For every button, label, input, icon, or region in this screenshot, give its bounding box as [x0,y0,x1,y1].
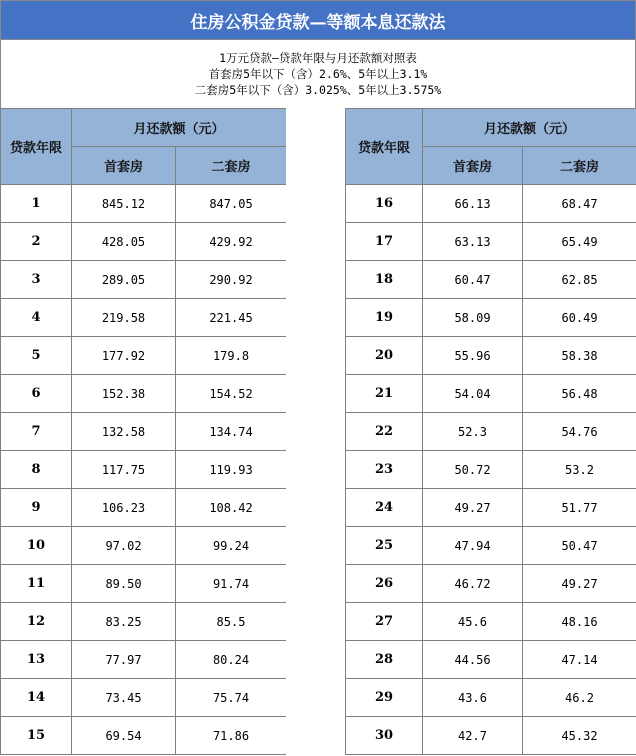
loan-year-cell: 18 [346,261,423,299]
second-home-cell: 179.8 [176,337,287,375]
first-home-cell: 55.96 [423,337,523,375]
first-home-cell: 152.38 [72,375,176,413]
second-home-cell: 47.14 [523,641,636,679]
loan-year-cell: 17 [346,223,423,261]
first-home-cell: 73.45 [72,679,176,717]
loan-year-cell: 8 [1,451,72,489]
second-home-cell: 49.27 [523,565,636,603]
table-row [1,489,287,527]
first-home-cell: 845.12 [72,185,176,223]
first-home-cell: 97.02 [72,527,176,565]
first-home-cell: 47.94 [423,527,523,565]
second-home-cell: 56.48 [523,375,636,413]
first-home-cell: 428.05 [72,223,176,261]
table-row [1,641,287,679]
loan-year-cell: 15 [1,717,72,755]
table-row [1,527,287,565]
first-home-cell: 54.04 [423,375,523,413]
first-home-cell: 106.23 [72,489,176,527]
first-home-cell: 117.75 [72,451,176,489]
second-home-cell: 65.49 [523,223,636,261]
table-row [1,679,287,717]
table-row [1,223,287,261]
loan-year-cell: 2 [1,223,72,261]
table-body-left [1,185,287,755]
second-home-cell: 847.05 [176,185,287,223]
loan-year-cell: 1 [1,185,72,223]
table-row [346,375,636,413]
loan-year-cell: 10 [1,527,72,565]
second-home-cell: 51.77 [523,489,636,527]
table-row [1,413,287,451]
loan-year-cell: 29 [346,679,423,717]
table-row [346,299,636,337]
header-second-home: 二套房 [523,147,636,185]
loan-year-cell: 5 [1,337,72,375]
first-home-cell: 42.7 [423,717,523,755]
second-home-cell: 68.47 [523,185,636,223]
table-subtitle [0,40,636,108]
loan-year-cell: 23 [346,451,423,489]
table-row [346,603,636,641]
loan-year-cell: 12 [1,603,72,641]
table-row [346,261,636,299]
subtitle-line: 首套房5年以下（含）2.6%、5年以上3.1% [208,67,428,81]
loan-year-cell: 30 [346,717,423,755]
first-home-cell: 132.58 [72,413,176,451]
loan-year-cell: 14 [1,679,72,717]
subtitle-line: 1万元贷款—贷款年限与月还款额对照表 [219,51,417,65]
first-home-cell: 50.72 [423,451,523,489]
table-row [1,185,287,223]
table-row [1,565,287,603]
table-row [1,261,287,299]
loan-year-cell: 19 [346,299,423,337]
table-row [1,375,287,413]
table-body-right [346,185,636,755]
table-gap [286,108,345,756]
first-home-cell: 177.92 [72,337,176,375]
repayment-table-left [0,108,287,755]
header-first-home: 首套房 [423,147,523,185]
second-home-cell: 99.24 [176,527,287,565]
table-row [346,565,636,603]
second-home-cell: 429.92 [176,223,287,261]
first-home-cell: 45.6 [423,603,523,641]
second-home-cell: 290.92 [176,261,287,299]
loan-year-cell: 26 [346,565,423,603]
second-home-cell: 46.2 [523,679,636,717]
table-row [1,603,287,641]
header-loan-years: 贷款年限 [1,109,72,185]
loan-year-cell: 11 [1,565,72,603]
first-home-cell: 89.50 [72,565,176,603]
second-home-cell: 119.93 [176,451,287,489]
first-home-cell: 69.54 [72,717,176,755]
second-home-cell: 58.38 [523,337,636,375]
table-row [1,337,287,375]
loan-year-cell: 13 [1,641,72,679]
loan-year-cell: 24 [346,489,423,527]
loan-year-cell: 4 [1,299,72,337]
loan-year-cell: 9 [1,489,72,527]
table-row [346,527,636,565]
second-home-cell: 108.42 [176,489,287,527]
second-home-cell: 54.76 [523,413,636,451]
table-row [346,223,636,261]
first-home-cell: 52.3 [423,413,523,451]
page-title: 住房公积金贷款—等额本息还款法 [0,0,636,40]
first-home-cell: 46.72 [423,565,523,603]
second-home-cell: 154.52 [176,375,287,413]
first-home-cell: 60.47 [423,261,523,299]
table-row [346,451,636,489]
table-row [346,717,636,755]
second-home-cell: 60.49 [523,299,636,337]
table-row [1,299,287,337]
second-home-cell: 71.86 [176,717,287,755]
second-home-cell: 53.2 [523,451,636,489]
table-row [346,679,636,717]
loan-year-cell: 28 [346,641,423,679]
first-home-cell: 44.56 [423,641,523,679]
first-home-cell: 77.97 [72,641,176,679]
first-home-cell: 219.58 [72,299,176,337]
loan-year-cell: 7 [1,413,72,451]
second-home-cell: 91.74 [176,565,287,603]
first-home-cell: 49.27 [423,489,523,527]
loan-year-cell: 25 [346,527,423,565]
second-home-cell: 75.74 [176,679,287,717]
second-home-cell: 80.24 [176,641,287,679]
table-row [346,641,636,679]
loan-year-cell: 27 [346,603,423,641]
second-home-cell: 221.45 [176,299,287,337]
second-home-cell: 50.47 [523,527,636,565]
first-home-cell: 289.05 [72,261,176,299]
second-home-cell: 62.85 [523,261,636,299]
header-second-home: 二套房 [176,147,287,185]
table-row [1,451,287,489]
second-home-cell: 48.16 [523,603,636,641]
first-home-cell: 63.13 [423,223,523,261]
first-home-cell: 83.25 [72,603,176,641]
loan-year-cell: 22 [346,413,423,451]
second-home-cell: 45.32 [523,717,636,755]
subtitle-line: 二套房5年以下（含）3.025%、5年以上3.575% [194,83,442,97]
table-row [346,185,636,223]
loan-year-cell: 21 [346,375,423,413]
first-home-cell: 43.6 [423,679,523,717]
table-row [1,717,287,755]
header-first-home: 首套房 [72,147,176,185]
table-row [346,337,636,375]
header-monthly-payment: 月还款额（元） [72,109,287,147]
header-loan-years: 贷款年限 [346,109,423,185]
second-home-cell: 134.74 [176,413,287,451]
header-monthly-payment: 月还款额（元） [423,109,636,147]
repayment-table-right [345,108,636,755]
table-row [346,489,636,527]
loan-year-cell: 3 [1,261,72,299]
first-home-cell: 66.13 [423,185,523,223]
second-home-cell: 85.5 [176,603,287,641]
table-row [346,413,636,451]
loan-year-cell: 6 [1,375,72,413]
loan-year-cell: 20 [346,337,423,375]
loan-year-cell: 16 [346,185,423,223]
first-home-cell: 58.09 [423,299,523,337]
